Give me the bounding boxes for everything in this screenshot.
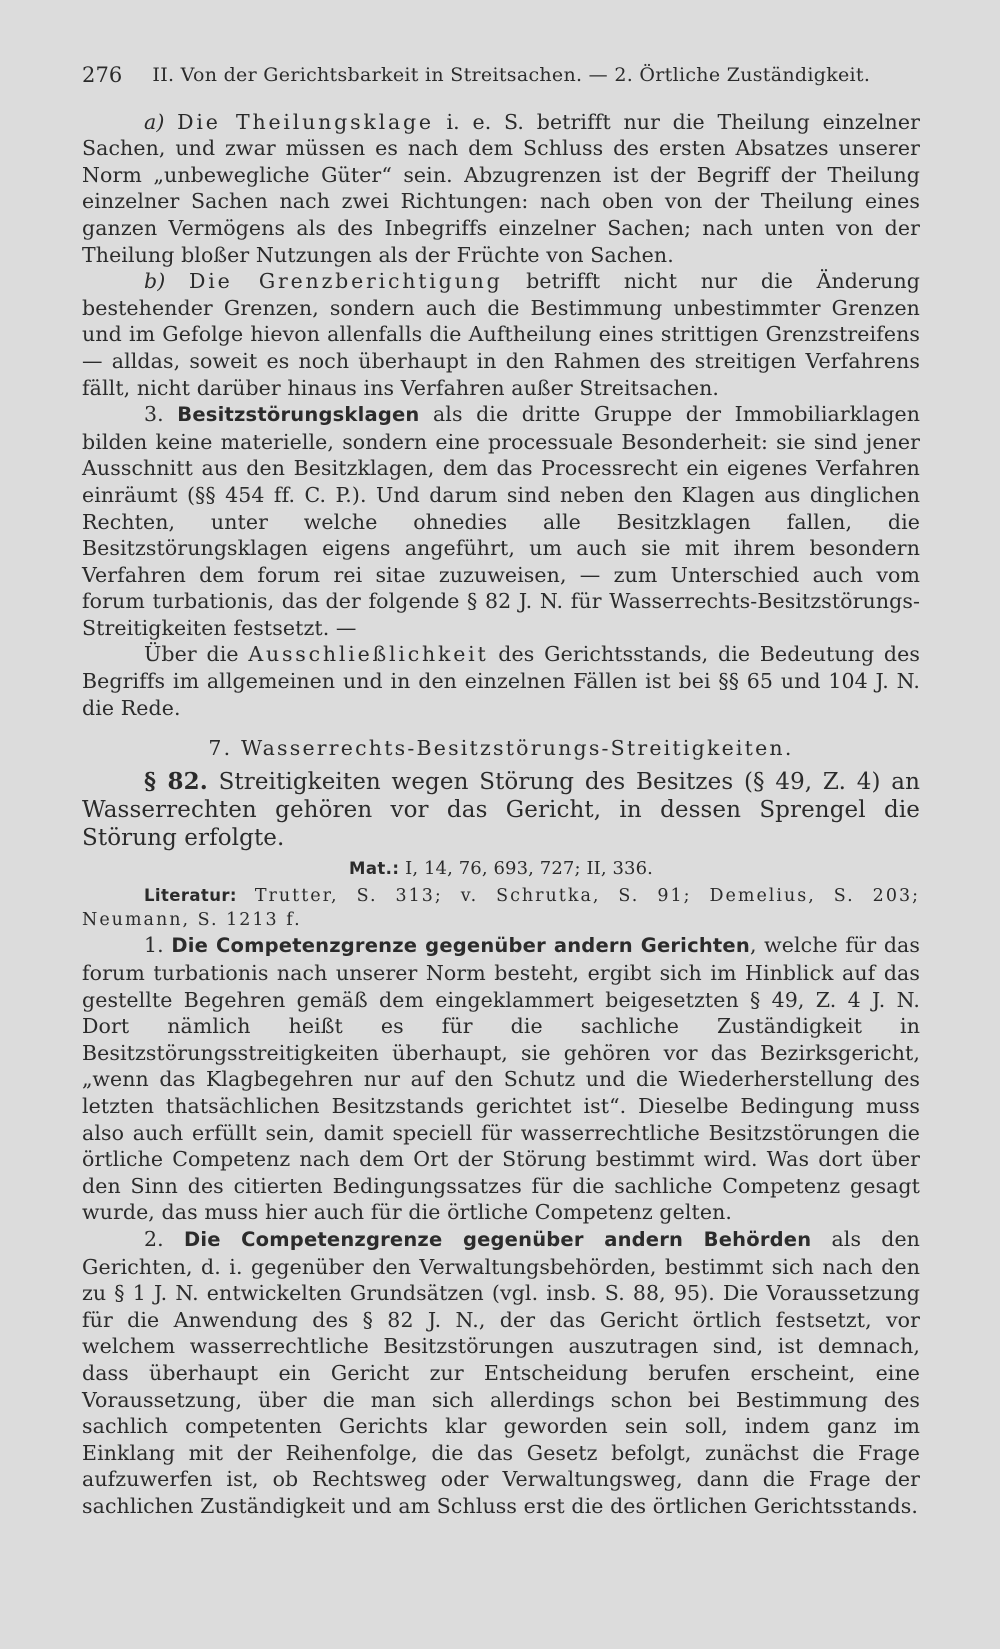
page-content [82,62,920,1520]
paragraph-uber-pre: Über die [144,642,249,667]
running-title: II. Von der Gerichtsbarkeit in Streitsachen. — 2. Örtliche Zuständigkeit. [152,64,871,86]
paragraph-a [82,109,920,269]
paragraph-1-text: , welche für das forum turbationis nach unserer Norm besteht, ergibt sich im Hinblick auf das gestellte Begehren gemäß dem eingeklammert beigesetzten § 49, Z. 4 J. N. Dort nämlich heißt es für die sachliche Zuständigkeit in Besitzstörungsstreitigkeiten überhaupt, sie gehören vor das Bezirksgericht, „wenn das Klagbegehren nur auf den Schutz und die Wiederherstellung des letzten thatsächlichen Besitzstands gerichtet ist“. Dieselbe Bedingung muss also auch erfüllt sein, damit speciell für wasserrechtliche Besitzstörungen die örtliche Competenz nach dem Ort der Störung bestimmt wird. Was dort über den Sinn des citierten Bedingungssatzes für die sachliche Competenz gesagt wurde, das muss hier auch für die örtliche Competenz gelten. [82,933,920,1225]
paragraph-1-number: 1. [144,933,164,958]
paragraph-b [82,268,920,401]
page-number: 276 [82,63,123,87]
statute-paragraph [82,768,920,852]
paragraph-3-text: als die dritte Gruppe der Immobiliarklagen bilden keine materielle, sondern eine processuale Besonderheit: sie sind jener Ausschnitt aus den Besitzklagen, dem das Processrecht ein eigenes Verfahren einräumt (§§ 454 ff. C. P.). Und darum sind neben den Klagen aus dinglichen Rechten, unter welche ohnedies alle Besitzklagen fallen, die Besitzstörungsklagen eigens angeführt, um auch sie mit ihrem besondern Verfahren dem forum rei sitae zuzuweisen, — zum Unterschied auch vom forum turbationis, das der folgende § 82 J. N. für Wasserrechts-Besitzstörungs-Streitigkeiten festsetzt. — [82,402,920,640]
statute-label: § 82. [144,767,208,795]
materials-label: Mat.: [349,858,400,878]
materials-text: I, 14, 76, 693, 727; II, 336. [399,857,653,879]
paragraph-b-marker: b) [144,269,166,294]
paragraph-2 [82,1226,920,1520]
paragraph-3 [82,401,920,641]
statute-text: Streitigkeiten wegen Störung des Besitzes (§ 49, Z. 4) an Wasserrechten gehören vor das Gericht, in dessen Sprengel die Störung erfolgte. [82,768,920,851]
literature-label: Literatur: [144,886,237,906]
paragraph-2-term: Die Competenzgrenze gegenüber andern Behörden [183,1227,812,1251]
paragraph-uber-text: des Gerichtsstands, die Bedeutung des Begriffs im allgemeinen und in den einzelnen Fällen ist bei §§ 65 und 104 J. N. die Rede. [82,642,921,720]
section-title: 7. Wasserrechts-Besitzstörungs-Streitigkeiten. [208,736,794,761]
paragraph-uber [82,641,920,721]
paragraph-a-marker: a) [144,109,165,134]
materials-line [82,856,920,883]
paragraph-1-term: Die Competenzgrenze gegenüber andern Gerichten [171,934,750,958]
paragraph-b-text: betrifft nicht nur die Änderung bestehender Grenzen, sondern auch die Bestimmung unbestimmter Grenzen und im Gefolge hievon allenfalls die Auftheilung eines strittigen Grenzstreifens — alldas, soweit es noch überhaupt in den Rahmen des streitigen Verfahrens fällt, nicht darüber hinaus ins Verfahren außer Streitsachen. [82,269,920,400]
paragraph-a-term: Die Theilungsklage [177,109,434,134]
paragraph-uber-term: Ausschließlichkeit [248,642,489,667]
paragraph-a-text: i. e. S. betrifft nur die Theilung einzelner Sachen, und zwar müssen es nach dem Schluss des ersten Absatzes unserer Norm „unbewegliche Güter“ sein. Abzugrenzen ist der Begriff der Theilung einzelner Sachen nach zwei Richtungen: nach oben von der Theilung eines ganzen Vermögens als des Inbegriffs einzelner Sachen; nach unten von der Theilung bloßer Nutzungen als der Früchte von Sachen. [82,109,920,267]
literature-line [82,884,920,932]
paragraph-2-number: 2. [144,1226,164,1251]
paragraph-b-term: Die Grenzberichtigung [188,269,503,294]
paragraph-3-term: Besitzstörungsklagen [177,403,420,427]
literature-text: Trutter, S. 313; v. Schrutka, S. 91; Demelius, S. 203; Neumann, S. 1213 f. [82,886,920,931]
paragraph-3-number: 3. [144,402,164,427]
paragraph-2-text: als den Gerichten, d. i. gegenüber den Verwaltungsbehörden, bestimmt sich nach den zu § 1 J. N. entwickelten Grundsätzen (vgl. insb. S. 88, 95). Die Voraussetzung für die Anwendung des § 82 J. N., der das Gericht örtlich festsetzt, vor welchem wasserrechtliche Besitzstörungen auszutragen sind, ist demnach, dass überhaupt ein Gericht zur Entscheidung berufen erscheint, eine Voraussetzung, über die man sich allerdings schon bei Bestimmung des sachlich competenten Gerichts klar geworden sein soll, indem ganz im Einklang mit der Reihenfolge, die das Gesetz befolgt, zunächst die Frage aufzuwerfen ist, ob Rechtsweg oder Verwaltungsweg, dann die Frage der sachlichen Zuständigkeit und am Schluss erst die des örtlichen Gerichtsstands. [82,1226,920,1518]
paragraph-1 [82,932,920,1226]
page-header [82,62,920,89]
